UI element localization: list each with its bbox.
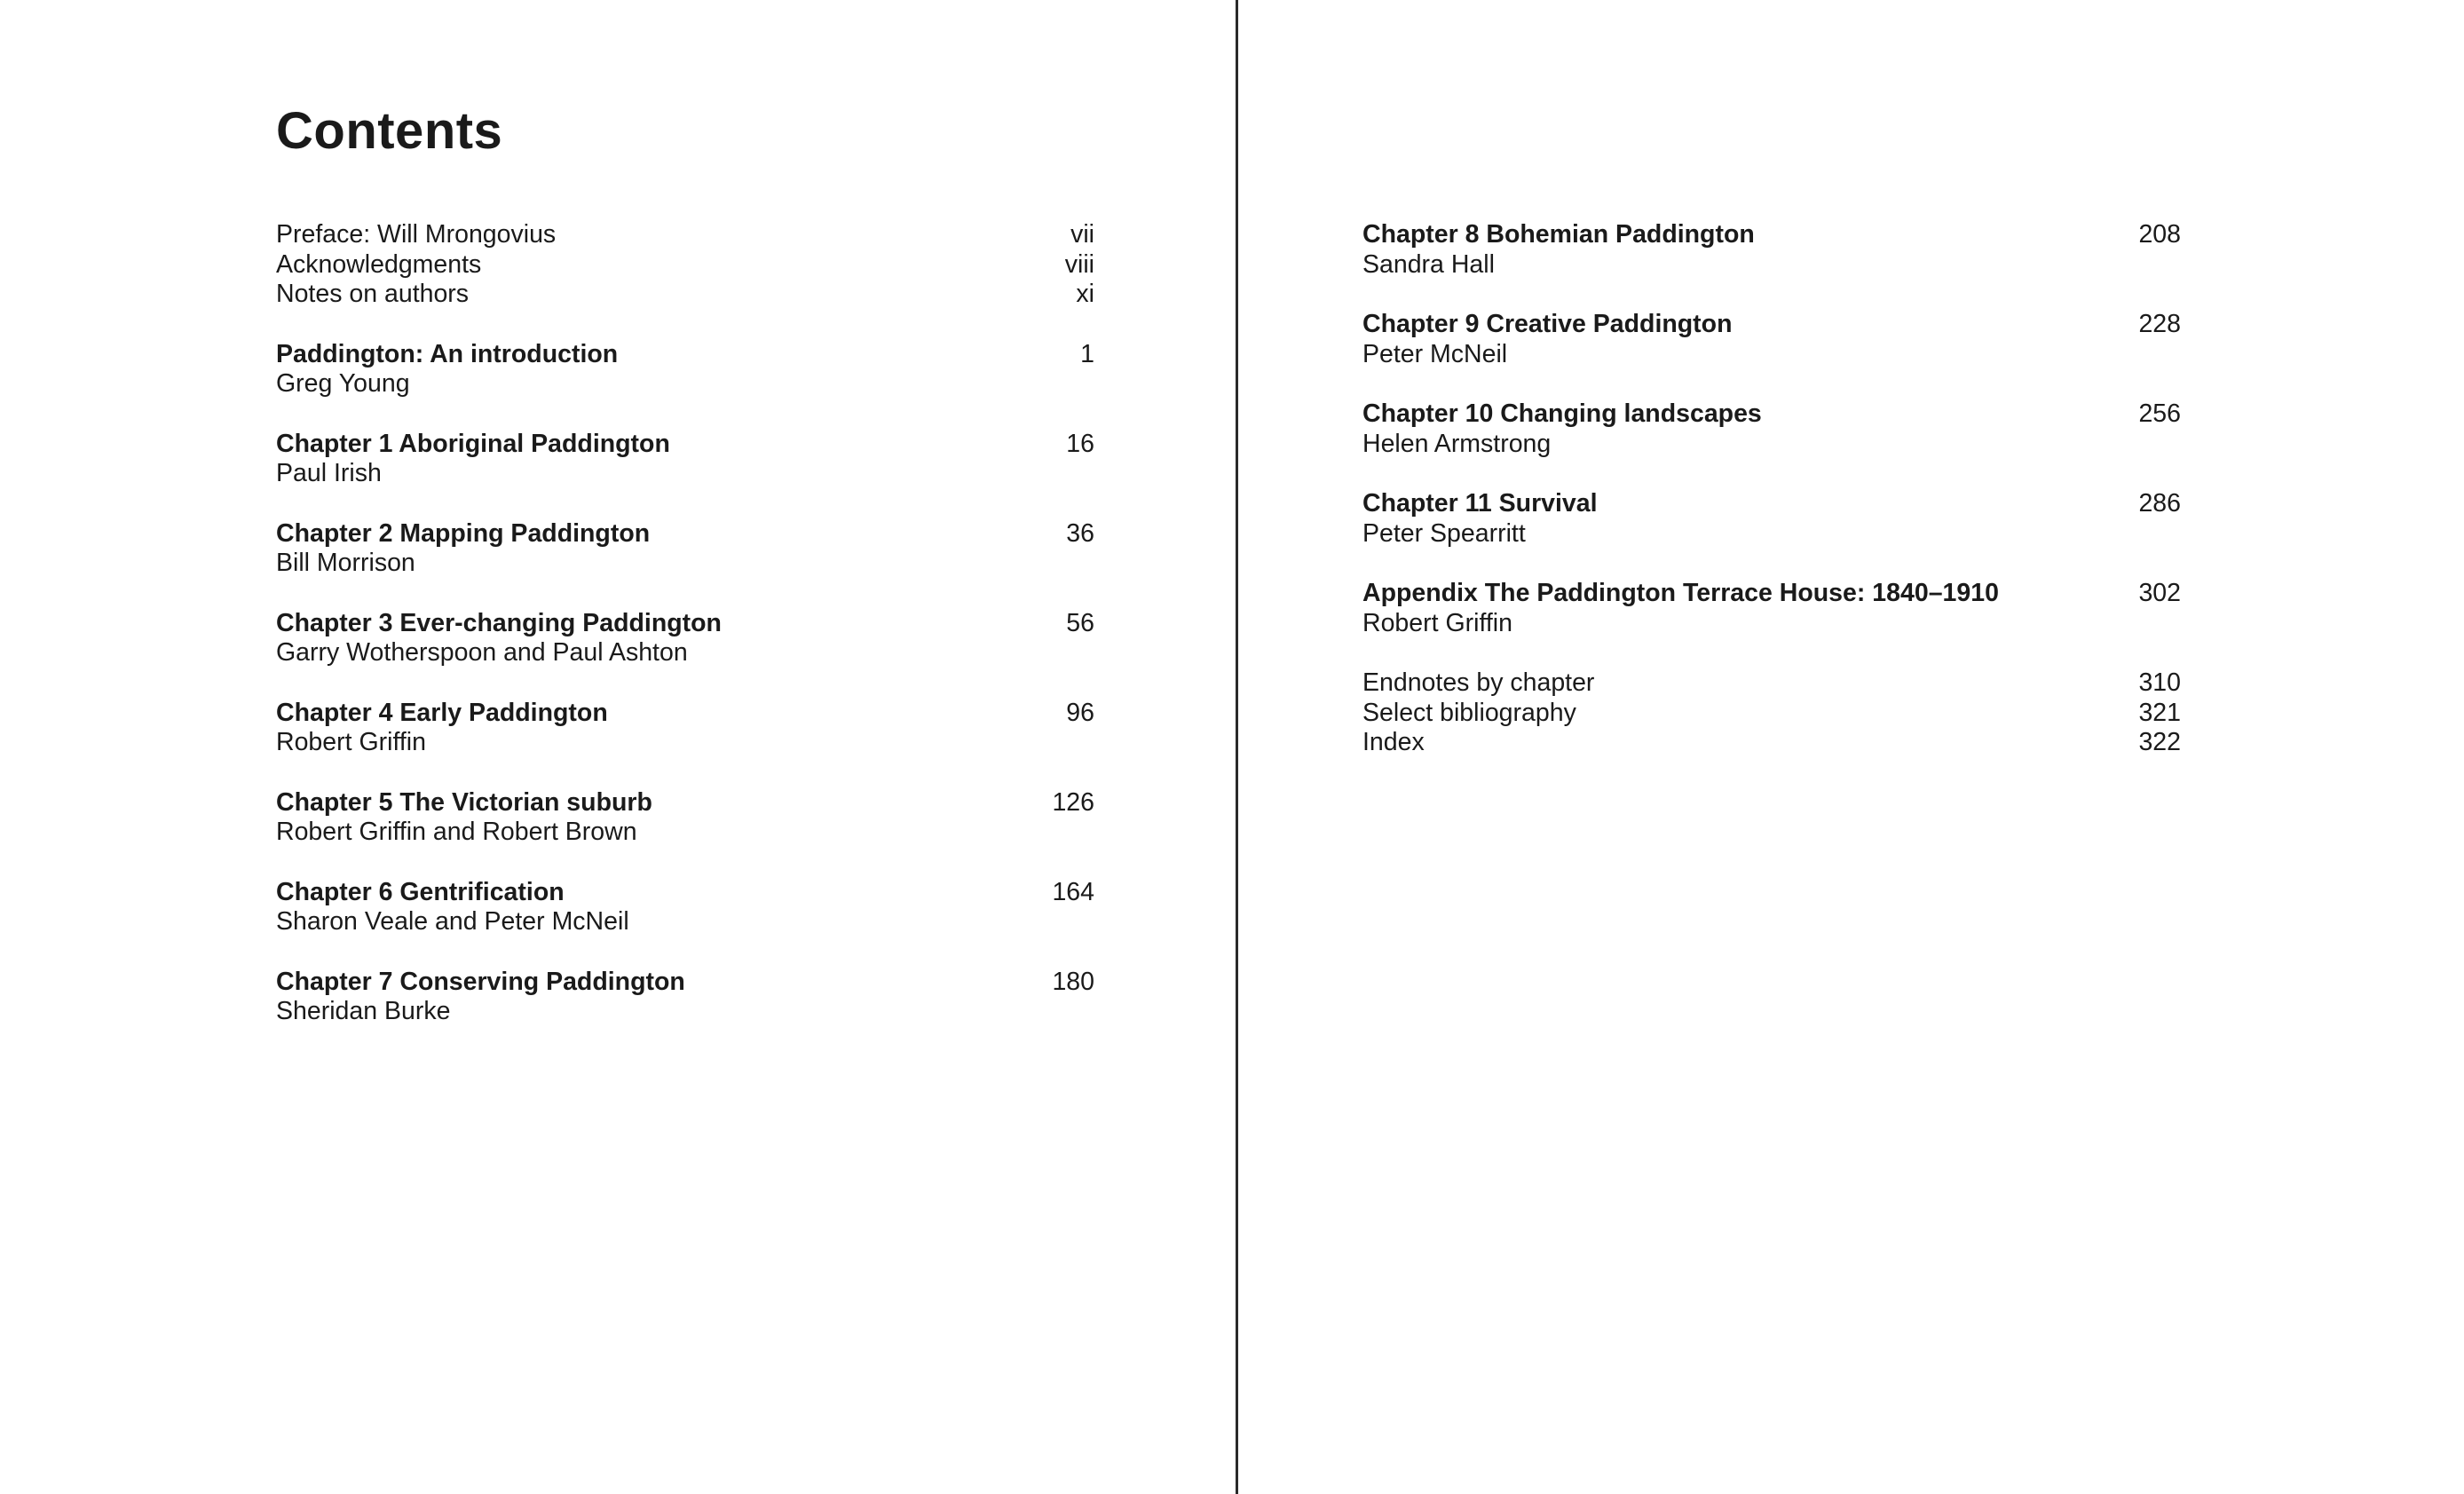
toc-entry-text: Select bibliography bbox=[1362, 698, 1576, 727]
toc-entry-text: Robert Griffin bbox=[276, 728, 426, 756]
toc-entry-heading bbox=[276, 699, 1094, 729]
toc-entry-line bbox=[276, 220, 1094, 250]
contents-left-column bbox=[276, 220, 1094, 1057]
toc-page-number: 228 bbox=[2138, 310, 2181, 338]
toc-entry-heading bbox=[1362, 579, 2181, 609]
toc-entry-text: Preface: Will Mrongovius bbox=[276, 220, 557, 249]
toc-entry-title: Chapter 3 Ever-changing Paddington bbox=[276, 608, 722, 637]
toc-entry-title: Chapter 8 Bohemian Paddington bbox=[1362, 220, 1755, 249]
toc-entry bbox=[1362, 579, 2181, 638]
page-title: Contents bbox=[276, 102, 503, 160]
toc-entry-title: Chapter 11 Survival bbox=[1362, 489, 1598, 518]
toc-entry-line bbox=[1362, 728, 2181, 758]
toc-entry-title: Chapter 10 Changing landscapes bbox=[1362, 399, 1762, 428]
toc-page-number: 56 bbox=[1066, 608, 1094, 637]
toc-entry-text: Greg Young bbox=[276, 369, 410, 398]
toc-page-number: 1 bbox=[1080, 339, 1094, 368]
page-divider bbox=[1236, 0, 1238, 1494]
toc-entry-text: Index bbox=[1362, 728, 1425, 756]
toc-page-number: 180 bbox=[1052, 967, 1094, 996]
toc-entry-text: Sandra Hall bbox=[1362, 249, 1495, 279]
toc-entry-heading bbox=[276, 788, 1094, 818]
toc-entry bbox=[1362, 220, 2181, 280]
toc-entry bbox=[1362, 489, 2181, 549]
toc-page-number: 256 bbox=[2138, 399, 2181, 428]
toc-entry-line bbox=[1362, 250, 2181, 281]
toc-entry-title: Chapter 4 Early Paddington bbox=[276, 698, 608, 727]
toc-entry-line bbox=[1362, 340, 2181, 370]
toc-entry-line bbox=[276, 369, 1094, 399]
toc-page-number: 286 bbox=[2138, 489, 2181, 518]
toc-entry-line bbox=[276, 997, 1094, 1027]
toc-entry-text: Sharon Veale and Peter McNeil bbox=[276, 907, 629, 936]
toc-entry-line bbox=[276, 907, 1094, 937]
toc-page-number: 322 bbox=[2138, 728, 2181, 756]
toc-entry bbox=[276, 340, 1094, 399]
toc-entry bbox=[1362, 399, 2181, 459]
toc-entry-line bbox=[276, 459, 1094, 489]
toc-entry bbox=[276, 430, 1094, 489]
toc-page-number: viii bbox=[1064, 249, 1094, 279]
toc-entry-text: Bill Morrison bbox=[276, 549, 415, 577]
toc-entry-line bbox=[276, 280, 1094, 310]
toc-entry-heading bbox=[276, 430, 1094, 460]
toc-entry bbox=[276, 788, 1094, 848]
toc-entry-heading bbox=[1362, 399, 2181, 430]
toc-entry-line bbox=[1362, 430, 2181, 460]
toc-entry-text: Robert Griffin and Robert Brown bbox=[276, 818, 637, 846]
toc-entry bbox=[1362, 668, 2181, 758]
toc-entry-text: Paul Irish bbox=[276, 459, 382, 487]
toc-entry-line bbox=[276, 728, 1094, 758]
toc-entry-title: Chapter 6 Gentrification bbox=[276, 877, 565, 906]
contents-right-column bbox=[1362, 220, 2181, 788]
toc-page-number: xi bbox=[1076, 280, 1094, 308]
toc-page-number: 36 bbox=[1066, 518, 1094, 548]
toc-page-number: 208 bbox=[2138, 220, 2181, 249]
toc-entry-line bbox=[1362, 699, 2181, 729]
toc-entry-text: Peter McNeil bbox=[1362, 339, 1508, 368]
toc-entry-title: Appendix The Paddington Terrace House: 1840–1910 bbox=[1362, 579, 1999, 607]
toc-entry-title: Chapter 7 Conserving Paddington bbox=[276, 967, 685, 996]
toc-entry-title: Chapter 5 The Victorian suburb bbox=[276, 787, 652, 817]
toc-entry-text: Garry Wotherspoon and Paul Ashton bbox=[276, 638, 688, 667]
toc-entry-text: Acknowledgments bbox=[276, 249, 482, 279]
toc-entry-title: Chapter 9 Creative Paddington bbox=[1362, 310, 1733, 338]
toc-entry-heading bbox=[276, 968, 1094, 998]
toc-entry-text: Endnotes by chapter bbox=[1362, 668, 1595, 697]
toc-entry-line bbox=[1362, 519, 2181, 549]
toc-entry-line bbox=[1362, 668, 2181, 699]
toc-entry-title: Paddington: An introduction bbox=[276, 339, 619, 368]
toc-entry-title: Chapter 2 Mapping Paddington bbox=[276, 518, 651, 548]
toc-page-number: 321 bbox=[2138, 698, 2181, 727]
toc-page-number: 302 bbox=[2138, 579, 2181, 607]
toc-entry bbox=[1362, 310, 2181, 369]
toc-entry bbox=[276, 519, 1094, 579]
toc-entry-heading bbox=[276, 519, 1094, 549]
toc-entry-heading bbox=[1362, 220, 2181, 250]
toc-entry-title: Chapter 1 Aboriginal Paddington bbox=[276, 429, 670, 458]
toc-entry bbox=[276, 968, 1094, 1027]
toc-page-number: 164 bbox=[1052, 877, 1094, 906]
toc-entry-line bbox=[276, 638, 1094, 668]
toc-entry-line bbox=[276, 250, 1094, 281]
toc-entry-heading bbox=[1362, 489, 2181, 519]
toc-page-number: 16 bbox=[1066, 429, 1094, 458]
toc-entry-line bbox=[276, 818, 1094, 848]
toc-entry-heading bbox=[276, 340, 1094, 370]
toc-entry-text: Robert Griffin bbox=[1362, 608, 1512, 637]
toc-entry-heading bbox=[276, 609, 1094, 639]
toc-page-number: 310 bbox=[2138, 668, 2181, 697]
toc-page-number: 126 bbox=[1052, 787, 1094, 817]
toc-entry-text: Sheridan Burke bbox=[276, 997, 451, 1025]
toc-entry bbox=[276, 220, 1094, 310]
toc-entry-heading bbox=[1362, 310, 2181, 340]
toc-entry-text: Notes on authors bbox=[276, 280, 470, 308]
toc-entry-text: Peter Spearritt bbox=[1362, 518, 1526, 548]
toc-entry-text: Helen Armstrong bbox=[1362, 429, 1552, 458]
toc-entry bbox=[276, 878, 1094, 937]
toc-page-number: vii bbox=[1070, 220, 1094, 249]
toc-entry-line bbox=[1362, 609, 2181, 639]
toc-entry-line bbox=[276, 549, 1094, 579]
toc-entry bbox=[276, 699, 1094, 758]
toc-page-number: 96 bbox=[1066, 698, 1094, 727]
toc-entry bbox=[276, 609, 1094, 668]
toc-entry-heading bbox=[276, 878, 1094, 908]
